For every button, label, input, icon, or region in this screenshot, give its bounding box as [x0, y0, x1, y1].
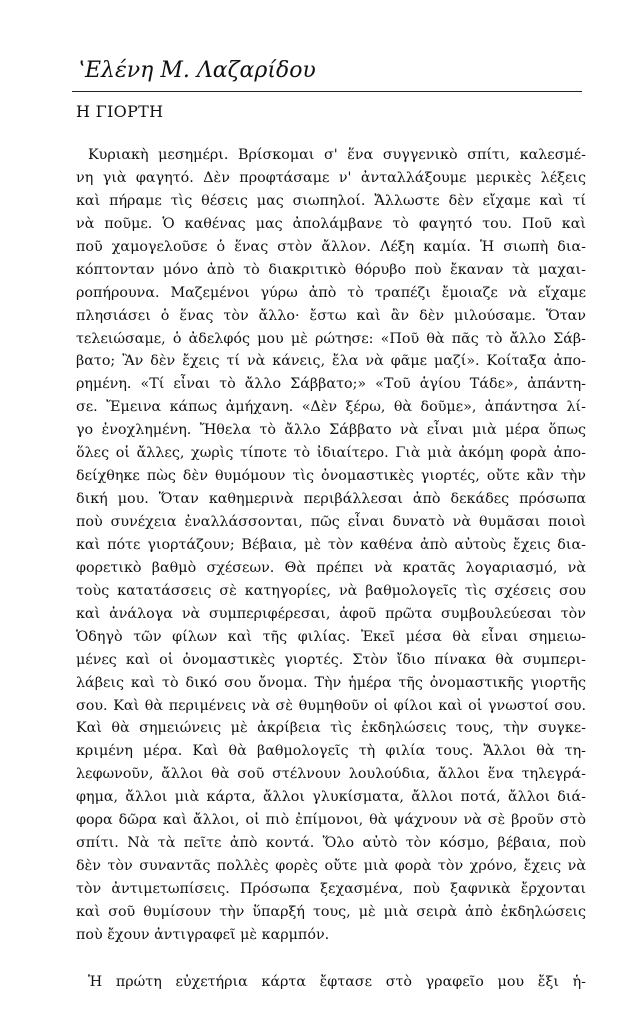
text-line: σπίτι. Νὰ τὰ πεῖτε ἀπὸ κοντά. Ὅλο αὐτὸ τὸν κόσμο, βέβαια, ποὺ: [76, 835, 586, 852]
text-line: βατο; Ἂν δὲν ἔχεις τί νὰ κάνεις, ἔλα νὰ φᾶμε μαζί». Κοίταξα ἀπο-: [76, 353, 586, 370]
paragraph-2: [76, 971, 586, 994]
text-line: ποῦ χαμογελοῦσε ὁ ἕνας στὸν ἄλλον. Λέξη καμία. Ἡ σιωπὴ δια-: [76, 238, 586, 255]
text-line: ποὺ συνέχεια ἐναλλάσσονται, πῶς εἶναι δυνατὸ νὰ θυμᾶσαι ποιοὶ: [76, 514, 586, 530]
text-line: σε. Ἔμεινα κάπως ἀμήχανη. «Δὲν ξέρω, θὰ δοῦμε», ἀπάντησα λί-: [76, 399, 586, 416]
text-line: λάβεις καὶ τὸ δικό σου ὄνομα. Τὴν ἡμέρα τῆς ὀνομαστικῆς γιορτῆς: [76, 674, 586, 691]
text-line: καὶ ἀνάλογα νὰ συμπεριφέρεσαι, ἀφοῦ πρῶτα συμβουλεύεσαι τὸν: [76, 605, 586, 622]
text-line: λεφωνοῦν, ἄλλοι θὰ σοῦ στέλνουν λουλούδια, ἄλλοι ἕνα τηλεγρά-: [76, 766, 586, 783]
text-line: φημα, ἄλλοι μιὰ κάρτα, ἄλλοι γλυκίσματα, ἄλλοι ποτά, ἄλλοι διά-: [76, 789, 586, 806]
text-line: σου. Καὶ θὰ περιμένεις νὰ σὲ θυμηθοῦν οἱ φίλοι καὶ οἱ γνωστοί σου.: [76, 697, 586, 714]
text-line: φορετικὸ βαθμὸ σχέσεων. Θὰ πρέπει νὰ κρατᾶς λογαριασμό, νὰ: [76, 559, 586, 576]
text-line: καὶ πότε γιορτάζουν; Βέβαια, μὲ τὸν καθένα ἀπὸ αὐτοὺς ἔχεις δια-: [76, 536, 586, 553]
text-line: Κυριακὴ μεσημέρι. Βρίσκομαι σ' ἕνα συγγενικὸ σπίτι, καλεσμέ-: [88, 147, 586, 163]
text-line: καὶ σοῦ θυμίσουν τὴν ὕπαρξή τους, μὲ μιὰ σειρὰ ἀπὸ ἐκδηλώσεις: [76, 903, 586, 920]
text-line: ροπήρουνα. Μαζεμένοι γύρω ἀπὸ τὸ τραπέζι ἔμοιαζε νὰ εἴχαμε: [76, 284, 586, 301]
text-line: δὲν τὸν συναντᾶς πολλὲς φορὲς οὔτε μιὰ φορὰ τὸν χρόνο, ἔχεις νὰ: [76, 858, 586, 875]
text-line: καὶ πήραμε τὶς θέσεις μας σιωπηλοί. Ἄλλωστε δὲν εἴχαμε καὶ τί: [76, 192, 586, 209]
text-line: Ἡ πρώτη εὐχετήρια κάρτα ἔφτασε στὸ γραφεῖο μου ἔξι ἡ-: [88, 973, 586, 990]
header-rule: [72, 91, 582, 92]
text-line: φορα δῶρα καὶ ἄλλοι, οἱ πιὸ ἐπίμονοι, θὰ ψάχνουν νὰ σὲ βροῦν στὸ: [76, 812, 586, 829]
paragraph-gap: [76, 947, 586, 971]
body-text: [76, 144, 586, 994]
text-line: τὸν ἀντιμετωπίσεις. Πρόσωπα ξεχασμένα, ποὺ ξαφνικὰ ἔρχονται: [76, 881, 586, 897]
text-line: Καὶ θὰ σημειώνεις μὲ ἀκρίβεια τὶς ἐκδηλώσεις τους, τὴν συγκε-: [76, 720, 586, 737]
chapter-title: Η ΓΙΟΡΤΗ: [76, 102, 164, 121]
text-line: κόπτονταν μόνο ἀπὸ τὸ διακριτικὸ θόρυβο ποὺ ἔκαναν τὰ μαχαι-: [76, 261, 586, 278]
text-line: Ὁδηγὸ τῶν φίλων καὶ τῆς φιλίας. Ἐκεῖ μέσα θὰ εἶναι σημειω-: [76, 628, 586, 645]
text-line: πλησιάσει ὁ ἕνας τὸν ἄλλο· ἔστω καὶ ἂν δὲν μιλούσαμε. Ὅταν: [76, 307, 586, 324]
text-line: τελειώσαμε, ὁ ἀδελφός μου μὲ ρώτησε: «Ποῦ θὰ πᾶς τὸ ἄλλο Σάβ-: [76, 330, 586, 347]
running-head-author: ʽΕλένη Μ. Λαζαρίδου: [78, 58, 316, 83]
paragraph-1: [76, 144, 586, 947]
text-line: νη γιὰ φαγητό. Δὲν προφτάσαμε ν' ἀνταλλάξουμε μερικὲς λέξεις: [76, 169, 586, 186]
text-line: δείχθηκε πὼς δὲν θυμόμουν τὶς ὀνομαστικὲς γιορτές, οὔτε κἂν τὴν: [76, 468, 586, 485]
text-line: τοὺς κατατάσσεις σὲ κατηγορίες, νὰ βαθμολογεῖς τὶς σχέσεις σου: [76, 582, 586, 599]
text-line: ρημένη. «Τί εἶναι τὸ ἄλλο Σάββατο;» «Τοῦ ἁγίου Τάδε», ἀπάντη-: [76, 376, 586, 393]
text-line: δική μου. Ὅταν καθημερινὰ περιβάλλεσαι ἀπὸ δεκάδες πρόσωπα: [76, 491, 586, 508]
text-line: μένες καὶ οἱ ὀνομαστικὲς γιορτές. Στὸν ἴδιο πίνακα θὰ συμπερι-: [76, 651, 586, 668]
text-line: ποὺ ἔχουν ἀντιγραφεῖ μὲ καρμπόν.: [76, 926, 330, 943]
text-line: νὰ ποῦμε. Ὁ καθένας μας ἀπολάμβανε τὸ φαγητό του. Ποῦ καὶ: [76, 215, 586, 232]
text-line: γο ἐνοχλημένη. Ἤθελα τὸ ἄλλο Σάββατο νὰ εἶναι μιὰ μέρα ὅπως: [76, 422, 586, 439]
text-line: ὅλες οἱ ἄλλες, χωρὶς τίποτε τὸ ἰδιαίτερο. Γιὰ μιὰ ἀκόμη φορὰ ἀπο-: [76, 445, 586, 462]
text-line: κριμένη μέρα. Καὶ θὰ βαθμολογεῖς τὴ φιλία τους. Ἄλλοι θὰ τη-: [76, 743, 586, 760]
